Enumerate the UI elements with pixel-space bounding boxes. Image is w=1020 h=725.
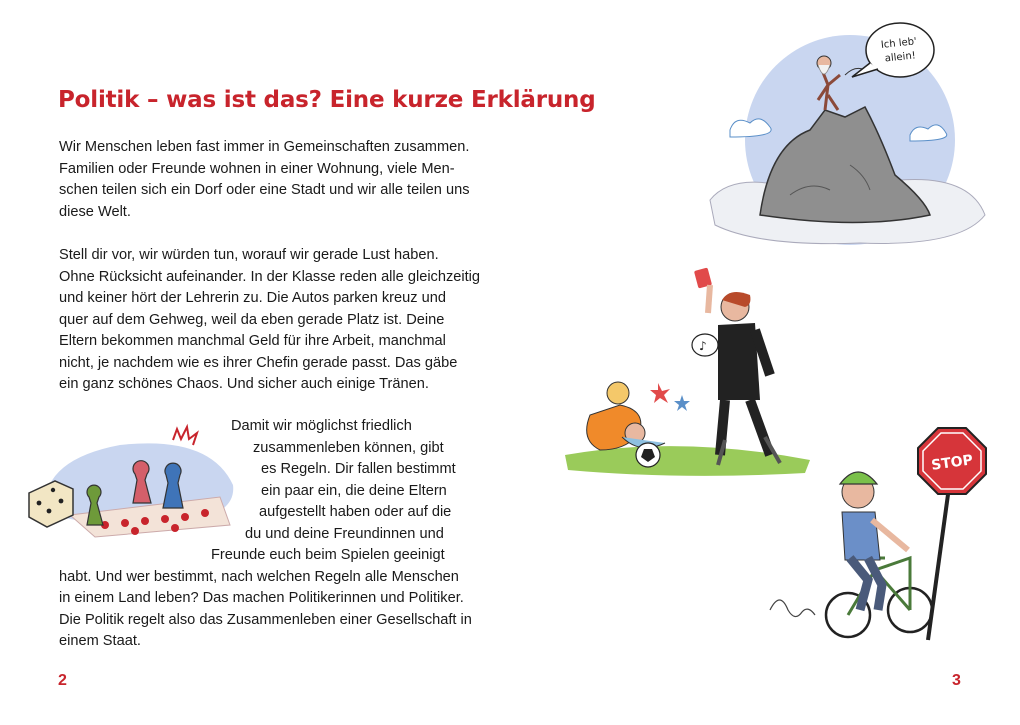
page-number-right: 3 [952,672,961,689]
paragraph-3-line: zusammenleben können, gibt [253,439,444,456]
paragraph-1-line: diese Welt. [59,203,131,220]
paragraph-2-line: Stell dir vor, wir würden tun, worauf wir gerade Lust haben. [59,247,439,263]
paragraph-3-line: habt. Und wer bestimmt, nach welchen Regeln alle Menschen [59,568,459,585]
paragraph-3-line: Die Politik regelt also das Zusammenleben einer Gesellschaft in [59,611,472,628]
paragraph-2-line: nicht, je nachdem wie es ihrer Chefin gerade passt. Das gäbe [59,354,458,371]
paragraph-3-line: in einem Land leben? Das machen Politikerinnen und Politiker. [59,590,464,606]
paragraph-1 [59,137,470,223]
paragraph-2-line: und keiner hört der Lehrerin zu. Die Autos parken kreuz und [59,290,446,306]
paragraph-2-line: quer auf dem Gehweg, weil da eben gerade Platz ist. Deine [59,311,445,328]
svg-text:♪: ♪ [699,339,707,353]
paragraph-2-line: Ohne Rücksicht aufeinander. In der Klasse reden alle gleichzeitig [59,268,481,285]
paragraph-1-line: Familien oder Freunde wohnen in einer Wohnung, viele Men- [59,160,455,177]
paragraph-3-line: ein paar ein, die deine Eltern [261,482,447,499]
stop-sign-text: STOP [930,452,974,474]
paragraph-3-line: aufgestellt haben oder auf die [259,504,452,520]
board-game-illustration [25,425,235,540]
paragraph-3-line: du und deine Freundinnen und [245,525,444,542]
paragraph-2 [59,245,480,396]
speech-bubble-line-2: allein! [884,50,917,65]
page-number-left: 2 [58,672,67,689]
paragraph-2-line: Eltern bekommen manchmal Geld für ihre Arbeit, manchmal [59,333,446,349]
hermit-rock-illustration [700,15,990,255]
paragraph-1-line: Wir Menschen leben fast immer in Gemeinschaften zusammen. [59,139,470,155]
paragraph-1-line: schen teilen sich ein Dorf oder eine Stadt und wir alle teilen uns [59,182,470,198]
paragraph-3-line: Damit wir möglichst friedlich [231,418,412,434]
paragraph-3-line: es Regeln. Dir fallen bestimmt [261,461,456,477]
cyclist-stop-sign-illustration [760,420,1010,655]
speech-bubble-line-1: Ich leb' [880,36,918,51]
paragraph-3-line: Freunde euch beim Spielen geeinigt [211,547,445,563]
paragraph-3-line: einem Staat. [59,633,141,649]
page-title: Politik – was ist das? Eine kurze Erklärung [58,87,596,114]
paragraph-2-line: ein ganz schönes Chaos. Und sicher auch einige Tränen. [59,376,429,392]
